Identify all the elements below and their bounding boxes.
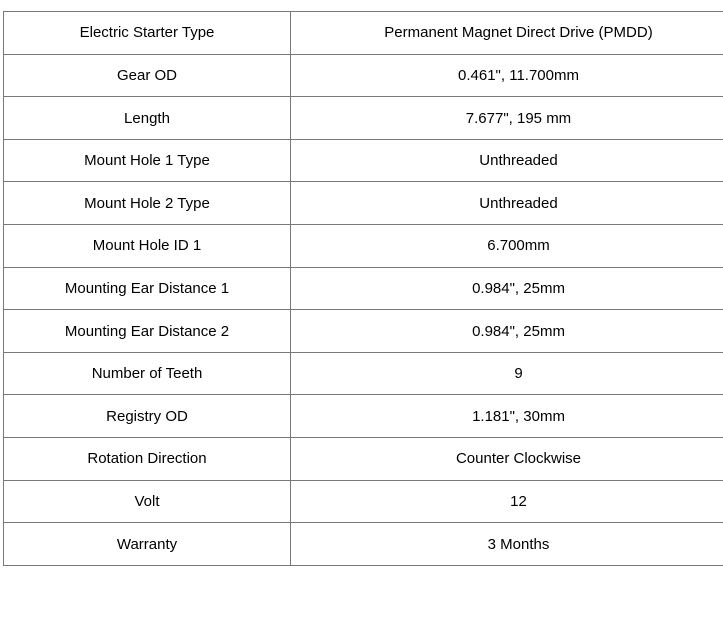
spec-label-cell: Length bbox=[4, 97, 291, 140]
spec-label-cell: Mounting Ear Distance 1 bbox=[4, 267, 291, 310]
table-row bbox=[4, 54, 723, 97]
spec-value-cell: 1.181", 30mm bbox=[291, 395, 723, 438]
table-row bbox=[4, 395, 723, 438]
table-row bbox=[4, 523, 723, 566]
table-row bbox=[4, 267, 723, 310]
spec-value-cell: 9 bbox=[291, 352, 723, 395]
spec-label-cell: Mounting Ear Distance 2 bbox=[4, 310, 291, 353]
table-row bbox=[4, 12, 723, 55]
spec-label-cell: Mount Hole ID 1 bbox=[4, 225, 291, 268]
table-row bbox=[4, 352, 723, 395]
table-row bbox=[4, 139, 723, 182]
spec-value-cell: Unthreaded bbox=[291, 139, 723, 182]
spec-value-cell: 3 Months bbox=[291, 523, 723, 566]
spec-value-cell: Permanent Magnet Direct Drive (PMDD) bbox=[291, 12, 723, 55]
table-row bbox=[4, 310, 723, 353]
spec-label-cell: Electric Starter Type bbox=[4, 12, 291, 55]
table-row bbox=[4, 97, 723, 140]
spec-table-body bbox=[4, 12, 723, 566]
spec-value-cell: 12 bbox=[291, 480, 723, 523]
spec-label-cell: Warranty bbox=[4, 523, 291, 566]
spec-value-cell: Counter Clockwise bbox=[291, 438, 723, 481]
spec-value-cell: 0.461", 11.700mm bbox=[291, 54, 723, 97]
table-row bbox=[4, 438, 723, 481]
table-row bbox=[4, 480, 723, 523]
table-row bbox=[4, 225, 723, 268]
spec-label-cell: Number of Teeth bbox=[4, 352, 291, 395]
spec-label-cell: Gear OD bbox=[4, 54, 291, 97]
spec-value-cell: 0.984", 25mm bbox=[291, 267, 723, 310]
spec-label-cell: Mount Hole 1 Type bbox=[4, 139, 291, 182]
spec-value-cell: 6.700mm bbox=[291, 225, 723, 268]
spec-table bbox=[3, 11, 723, 566]
spec-label-cell: Registry OD bbox=[4, 395, 291, 438]
spec-value-cell: Unthreaded bbox=[291, 182, 723, 225]
spec-label-cell: Mount Hole 2 Type bbox=[4, 182, 291, 225]
spec-label-cell: Rotation Direction bbox=[4, 438, 291, 481]
table-row bbox=[4, 182, 723, 225]
spec-label-cell: Volt bbox=[4, 480, 291, 523]
spec-value-cell: 7.677", 195 mm bbox=[291, 97, 723, 140]
spec-value-cell: 0.984", 25mm bbox=[291, 310, 723, 353]
